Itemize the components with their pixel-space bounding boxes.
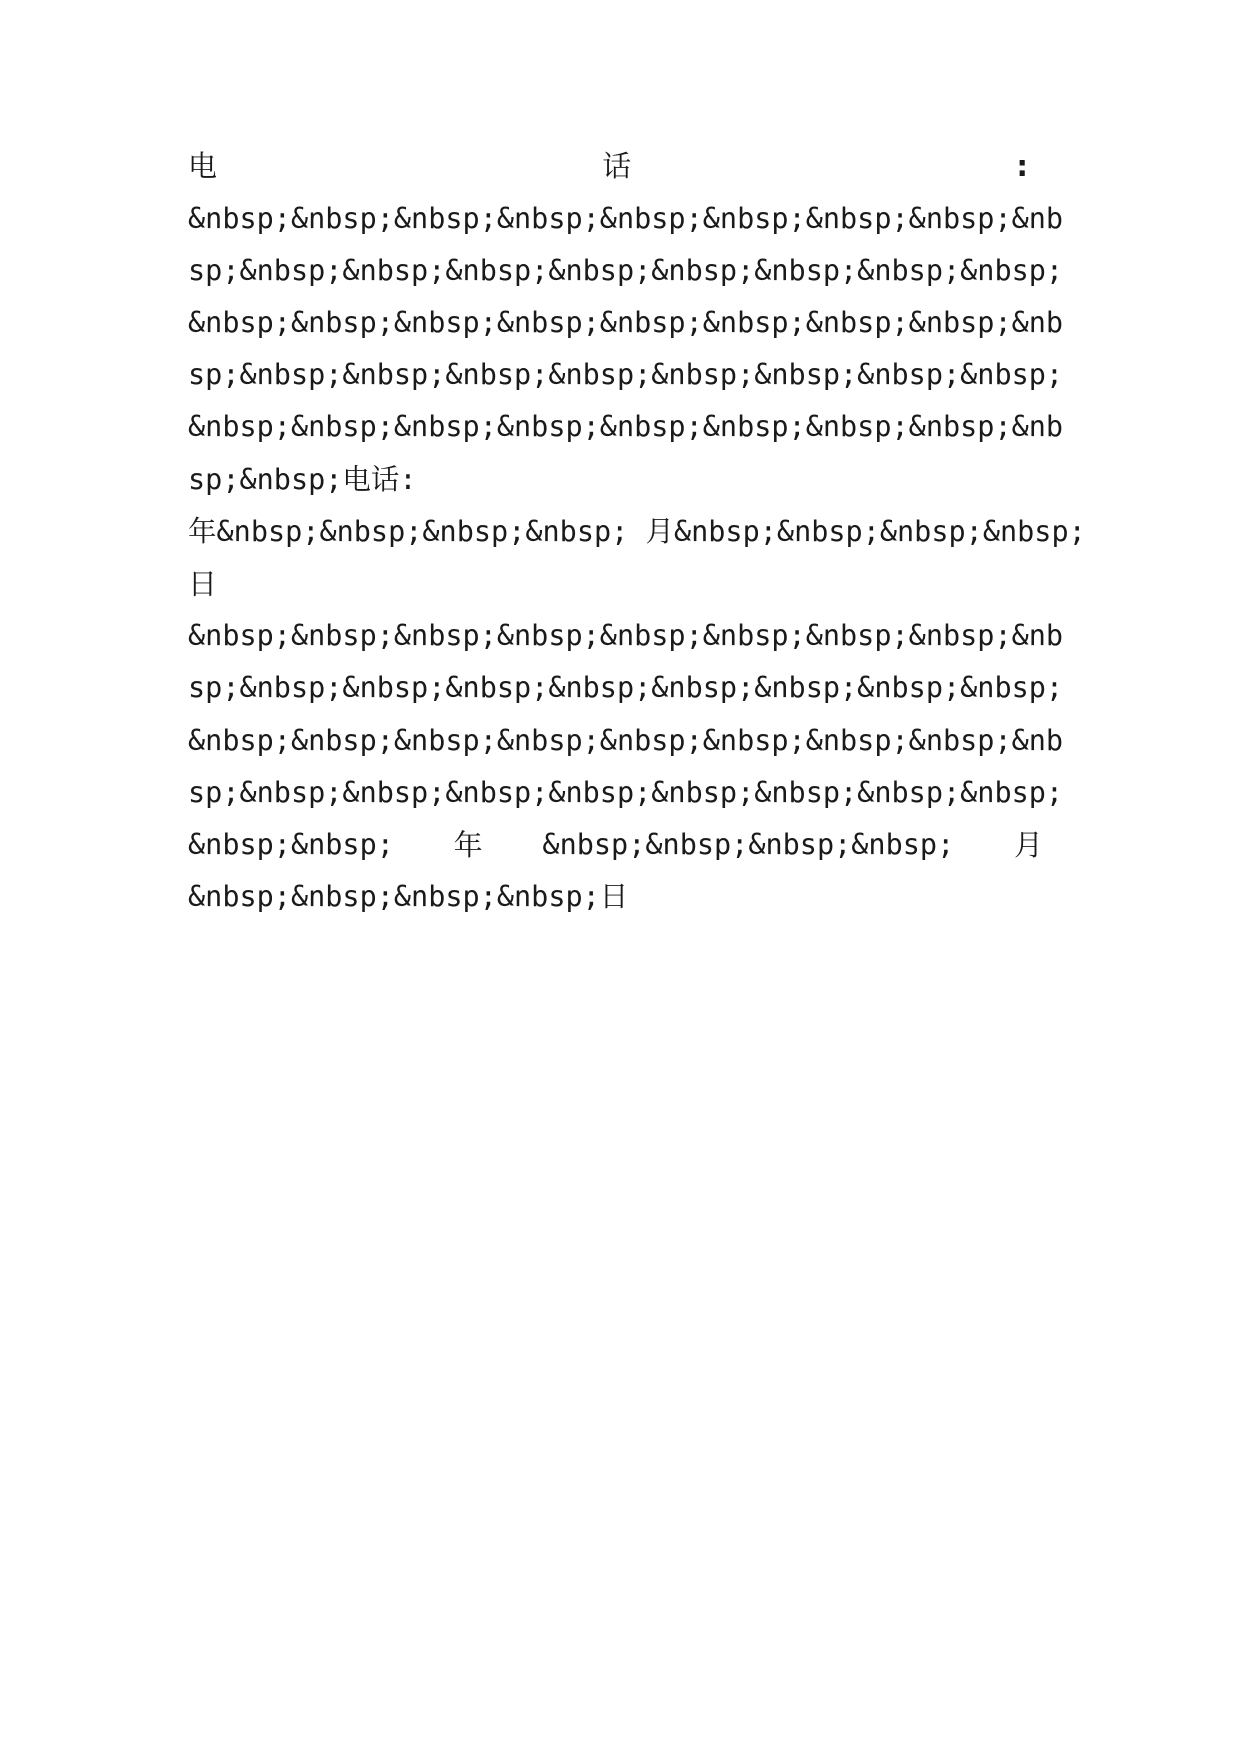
text-line-11: sp;&nbsp;&nbsp;&nbsp;&nbsp;&nbsp;&nbsp;&nbsp;&nbsp;	[188, 671, 1064, 704]
day-line-1: 日	[188, 567, 218, 601]
phone-heading-line	[188, 146, 1028, 186]
phone-colon: :	[1016, 149, 1028, 183]
text-line-3: sp;&nbsp;&nbsp;&nbsp;&nbsp;&nbsp;&nbsp;&nbsp;&nbsp;	[188, 254, 1064, 287]
text-line-2: &nbsp;&nbsp;&nbsp;&nbsp;&nbsp;&nbsp;&nbsp;&nbsp;&nb	[188, 202, 1064, 235]
phone-char-1: 电	[188, 149, 218, 183]
text-line-10: &nbsp;&nbsp;&nbsp;&nbsp;&nbsp;&nbsp;&nbsp;&nbsp;&nb	[188, 619, 1064, 652]
text-line-4: &nbsp;&nbsp;&nbsp;&nbsp;&nbsp;&nbsp;&nbsp;&nbsp;&nb	[188, 306, 1064, 339]
date-line-2-spaces-b: &nbsp;&nbsp;&nbsp;&nbsp;	[542, 828, 955, 861]
date-line-1: 年&nbsp;&nbsp;&nbsp;&nbsp; 月&nbsp;&nbsp;&nbsp;&nbsp;	[188, 515, 1086, 548]
date-line-2-year: 年	[453, 828, 483, 862]
text-line-5: sp;&nbsp;&nbsp;&nbsp;&nbsp;&nbsp;&nbsp;&nbsp;&nbsp;	[188, 358, 1064, 391]
date-line-2	[188, 825, 1043, 865]
text-line-7: sp;&nbsp;电话:	[188, 463, 417, 496]
phone-char-2: 话	[602, 149, 632, 183]
date-line-2-month: 月	[1013, 828, 1043, 862]
day-line-2: &nbsp;&nbsp;&nbsp;&nbsp;日	[188, 880, 629, 913]
text-line-6: &nbsp;&nbsp;&nbsp;&nbsp;&nbsp;&nbsp;&nbsp;&nbsp;&nb	[188, 410, 1064, 443]
text-line-13: sp;&nbsp;&nbsp;&nbsp;&nbsp;&nbsp;&nbsp;&nbsp;&nbsp;	[188, 776, 1064, 809]
date-line-2-spaces-a: &nbsp;&nbsp;	[188, 828, 394, 861]
text-line-12: &nbsp;&nbsp;&nbsp;&nbsp;&nbsp;&nbsp;&nbsp;&nbsp;&nb	[188, 724, 1064, 757]
